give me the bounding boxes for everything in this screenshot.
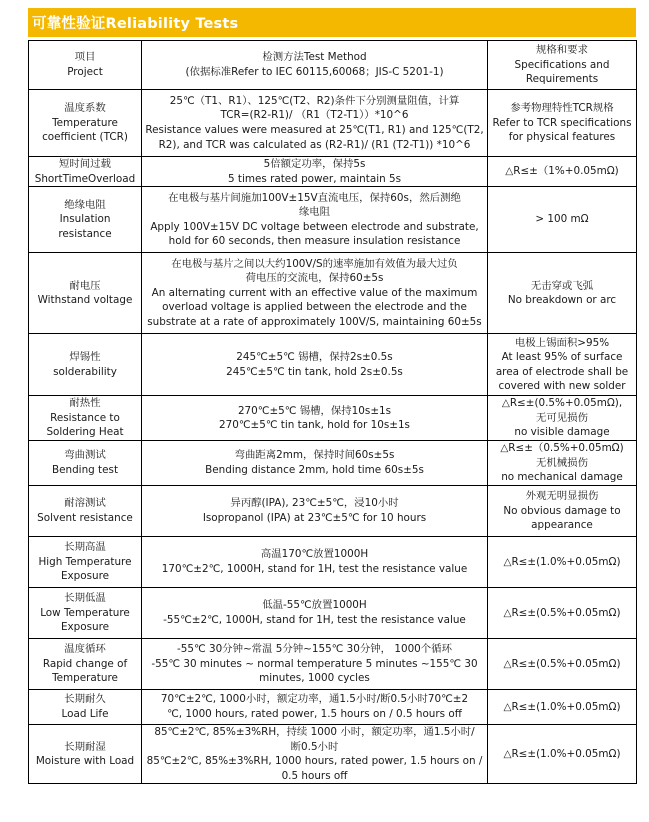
method-cell-line: 缘电阻	[298, 206, 331, 219]
spec-cell	[488, 41, 637, 90]
method-cell	[142, 157, 488, 187]
spec-cell	[488, 724, 637, 783]
method-cell-line: 170℃±2℃, 1000H, stand for 1H, test the resistance value	[161, 562, 468, 575]
table-header-row	[29, 41, 637, 90]
method-cell-line: Resistance values were measured at 25℃(T1, R1) and 125℃(T2,	[145, 124, 484, 136]
spec-cell-line: 无可见损伤	[536, 411, 588, 424]
spec-cell-line: △R≤±(0.5%+0.05mΩ)	[503, 657, 621, 670]
spec-cell-line: covered with new solder	[498, 380, 626, 393]
method-cell	[142, 536, 488, 587]
method-cell	[142, 724, 488, 783]
item-cell-line: 长期高温	[64, 541, 106, 554]
spec-cell-line: 无机械损伤	[536, 456, 588, 469]
item-cell-line: Rapid change of	[42, 657, 128, 670]
spec-cell-line: Specifications and	[514, 58, 610, 71]
spec-cell-line: 规格和要求	[536, 44, 588, 57]
method-cell	[142, 253, 488, 334]
method-cell-line: 5倍额定功率，保持5s	[263, 158, 366, 170]
spec-cell-line: Refer to TCR specifications	[492, 116, 632, 129]
spec-cell-line: 外观无明显损伤	[525, 490, 599, 503]
spec-cell-line: At least 95% of surface	[501, 351, 623, 364]
item-cell	[29, 396, 142, 441]
spec-cell-line: for physical features	[508, 131, 616, 144]
item-cell-line: 温度系数	[64, 102, 106, 115]
spec-cell	[488, 689, 637, 724]
spec-cell-line: 电极上锡面积>95%	[514, 336, 610, 349]
table-row	[29, 724, 637, 783]
method-cell	[142, 187, 488, 253]
item-cell-line: coefficient (TCR)	[42, 131, 128, 144]
method-cell-line: 高温170℃放置1000H	[260, 548, 369, 561]
method-cell	[142, 689, 488, 724]
reliability-tests-table	[28, 40, 637, 784]
method-cell-line: 85℃±2℃, 85%±3%RH，持续 1000 小时，额定功率，通1.5小时/	[154, 725, 475, 738]
item-cell	[29, 536, 142, 587]
method-cell-line: 异丙醇(IPA), 23℃±5℃，浸10小时	[230, 497, 399, 510]
item-cell-line: 耐电压	[69, 279, 101, 292]
item-cell-line: solderability	[53, 365, 117, 378]
method-cell-line: An alternating current with an effective value of the maximum	[151, 286, 478, 299]
method-cell-line: 270℃±5℃ 锡槽，保持10s±1s	[237, 404, 392, 417]
item-cell	[29, 157, 142, 187]
method-cell	[142, 396, 488, 441]
table-row	[29, 396, 637, 441]
method-cell-line: 检测方法Test Method	[262, 51, 367, 64]
item-cell-line: Project	[67, 66, 103, 78]
method-cell-line: R2), and TCR was calculated as (R2-R1)/ (R1 (T2-T1)) *10^6	[158, 138, 471, 151]
method-cell-line: 245℃±5℃ 锡槽，保持2s±0.5s	[236, 351, 393, 364]
item-cell	[29, 689, 142, 724]
method-cell-line: -55℃ 30分钟~常温 5分钟~155℃ 30分钟， 1000个循环	[177, 643, 452, 656]
table-row	[29, 638, 637, 689]
item-cell-line: Temperature	[52, 672, 118, 685]
table-row	[29, 157, 637, 187]
spec-cell	[488, 253, 637, 334]
item-cell-line: Exposure	[60, 621, 110, 634]
method-cell	[142, 90, 488, 157]
method-cell-line: 在电极与基片之间以大约100V/S的速率施加有效值为最大过负	[171, 257, 458, 270]
item-cell-line: Withstand voltage	[37, 294, 133, 307]
method-cell-line: 在电极与基片间施加100V±15V直流电压，保持60s，然后测绝	[168, 191, 461, 204]
method-cell-line: overload voltage is applied between the electrode and the	[162, 301, 467, 314]
method-cell-line: 断0.5小时	[290, 740, 339, 753]
spec-cell-line: 参考物理特性TCR规格	[510, 102, 614, 115]
item-cell	[29, 334, 142, 396]
item-cell-line: 长期耐湿	[64, 740, 106, 753]
spec-cell-line: No breakdown or arc	[507, 294, 617, 307]
item-cell-line: Load Life	[61, 707, 109, 720]
spec-cell-line: area of electrode shall be	[495, 365, 629, 378]
spec-cell-line: △R≤±(0.5%+0.05mΩ)	[503, 606, 621, 619]
item-cell-line: resistance	[58, 227, 112, 240]
method-cell-line: TCR=(R2-R1)/ （R1（T2-T1））*10^6	[220, 109, 409, 122]
spec-cell-line: △R≤±(1.0%+0.05mΩ)	[503, 747, 621, 760]
spec-cell	[488, 536, 637, 587]
table-row	[29, 587, 637, 638]
item-cell	[29, 253, 142, 334]
item-cell-line: Bending test	[51, 464, 119, 477]
method-cell	[142, 334, 488, 396]
item-cell-line: 温度循环	[64, 643, 106, 656]
item-cell-line: 长期耐久	[64, 693, 106, 706]
spec-cell	[488, 587, 637, 638]
method-cell-line: 弯曲距离2mm，保持时间60s±5s	[234, 449, 395, 462]
item-cell-line: Exposure	[60, 570, 110, 583]
method-cell-line: ℃, 1000 hours, rated power, 1.5 hours on / 0.5 hours off	[167, 707, 462, 720]
table-row	[29, 485, 637, 536]
spec-cell-line: no mechanical damage	[501, 471, 623, 484]
method-cell-line: -55℃ 30 minutes ~ normal temperature 5 minutes ~155℃ 30	[151, 657, 478, 670]
section-title-bar	[28, 8, 636, 37]
item-cell-line: Low Temperature	[40, 606, 130, 619]
method-cell-line: Isopropanol (IPA) at 23℃±5℃ for 10 hours	[202, 511, 427, 524]
method-cell-line: Apply 100V±15V DC voltage between electrode and substrate,	[150, 220, 479, 233]
spec-cell-line: △R≤±(1.0%+0.05mΩ)	[503, 700, 621, 713]
table-row	[29, 334, 637, 396]
method-cell-line: 荷电压的交流电，保持60±5s	[245, 272, 384, 285]
item-cell-line: Resistance to	[50, 411, 120, 424]
item-cell	[29, 187, 142, 253]
spec-cell	[488, 638, 637, 689]
item-cell-line: 短时间过载	[59, 158, 111, 170]
method-cell-line: 0.5 hours off	[281, 769, 348, 782]
spec-cell-line: △R≤±(0.5%+0.05mΩ),	[501, 397, 623, 410]
table-row	[29, 536, 637, 587]
item-cell-line: Moisture with Load	[35, 755, 135, 768]
spec-cell-line: > 100 mΩ	[535, 213, 589, 226]
spec-cell	[488, 187, 637, 253]
spec-cell-line: 无击穿或飞弧	[530, 279, 594, 292]
item-cell-line: 长期低温	[64, 592, 106, 605]
method-cell-line: 85℃±2℃, 85%±3%RH, 1000 hours, rated power, 1.5 hours on /	[146, 755, 483, 768]
item-cell-line: Solvent resistance	[37, 511, 133, 524]
spec-cell-line: △R≤±(1.0%+0.05mΩ)	[503, 555, 621, 568]
method-cell-line: (依据标准Refer to IEC 60115,60068；JIS-C 5201-1)	[185, 66, 444, 78]
item-cell	[29, 485, 142, 536]
spec-cell-line: Requirements	[525, 73, 599, 86]
method-cell-line: minutes, 1000 cycles	[259, 672, 370, 685]
section-title: 可靠性验证Reliability Tests	[32, 16, 239, 32]
table-row	[29, 689, 637, 724]
item-cell-line: 焊锡性	[69, 351, 101, 364]
spec-cell-line: No obvious damage to	[503, 504, 621, 517]
item-cell-line: 弯曲测试	[64, 449, 106, 462]
spec-cell-line: △R≤±（0.5%+0.05mΩ)	[500, 442, 624, 455]
method-cell-line: -55℃±2℃, 1000H, stand for 1H, test the resistance value	[163, 613, 466, 626]
method-cell-line: 270℃±5℃ tin tank, hold for 10s±1s	[219, 419, 410, 432]
spec-cell	[488, 90, 637, 157]
item-cell-line: 项目	[74, 51, 96, 64]
spec-cell	[488, 157, 637, 187]
table-row	[29, 90, 637, 157]
method-cell	[142, 638, 488, 689]
item-cell-line: High Temperature	[38, 555, 132, 568]
item-cell-line: Soldering Heat	[46, 426, 124, 439]
spec-cell	[488, 334, 637, 396]
method-cell	[142, 587, 488, 638]
method-cell-line: 25℃（T1、R1）、125℃(T2、R2)条件下分别测量阻值，计算	[169, 94, 460, 107]
spec-cell-line: appearance	[531, 519, 593, 532]
item-cell	[29, 90, 142, 157]
table-row	[29, 441, 637, 486]
spec-cell-line: △R≤±（1%+0.05mΩ)	[505, 165, 619, 178]
method-cell-line: 245℃±5℃ tin tank, hold 2s±0.5s	[226, 365, 403, 378]
item-cell-line: 耐溶测试	[64, 497, 106, 510]
method-cell-line: substrate at a rate of approximately 100V/S, maintaining 60±5s	[147, 316, 482, 329]
item-cell-line: ShortTimeOverload	[34, 172, 136, 185]
item-cell-line: 绝缘电阻	[64, 198, 106, 211]
spec-cell	[488, 441, 637, 486]
method-cell-line: hold for 60 seconds, then measure insulation resistance	[168, 235, 461, 248]
method-cell	[142, 41, 488, 90]
method-cell-line: Bending distance 2mm, hold time 60s±5s	[205, 464, 424, 477]
item-cell	[29, 441, 142, 486]
item-cell	[29, 587, 142, 638]
spec-cell	[488, 396, 637, 441]
method-cell-line: 低温-55℃放置1000H	[262, 599, 367, 612]
spec-cell-line: no visible damage	[514, 426, 610, 439]
item-cell	[29, 724, 142, 783]
item-cell-line: 耐热性	[69, 397, 101, 410]
method-cell-line: 5 times rated power, maintain 5s	[227, 172, 402, 185]
item-cell-line: Temperature	[52, 116, 118, 129]
spec-cell	[488, 485, 637, 536]
method-cell	[142, 485, 488, 536]
method-cell	[142, 441, 488, 486]
method-cell-line: 70℃±2℃, 1000小时，额定功率，通1.5小时/断0.5小时70℃±2	[160, 693, 469, 706]
item-cell	[29, 41, 142, 90]
table-row	[29, 253, 637, 334]
table-row	[29, 187, 637, 253]
item-cell-line: Insulation	[59, 213, 111, 226]
item-cell	[29, 638, 142, 689]
